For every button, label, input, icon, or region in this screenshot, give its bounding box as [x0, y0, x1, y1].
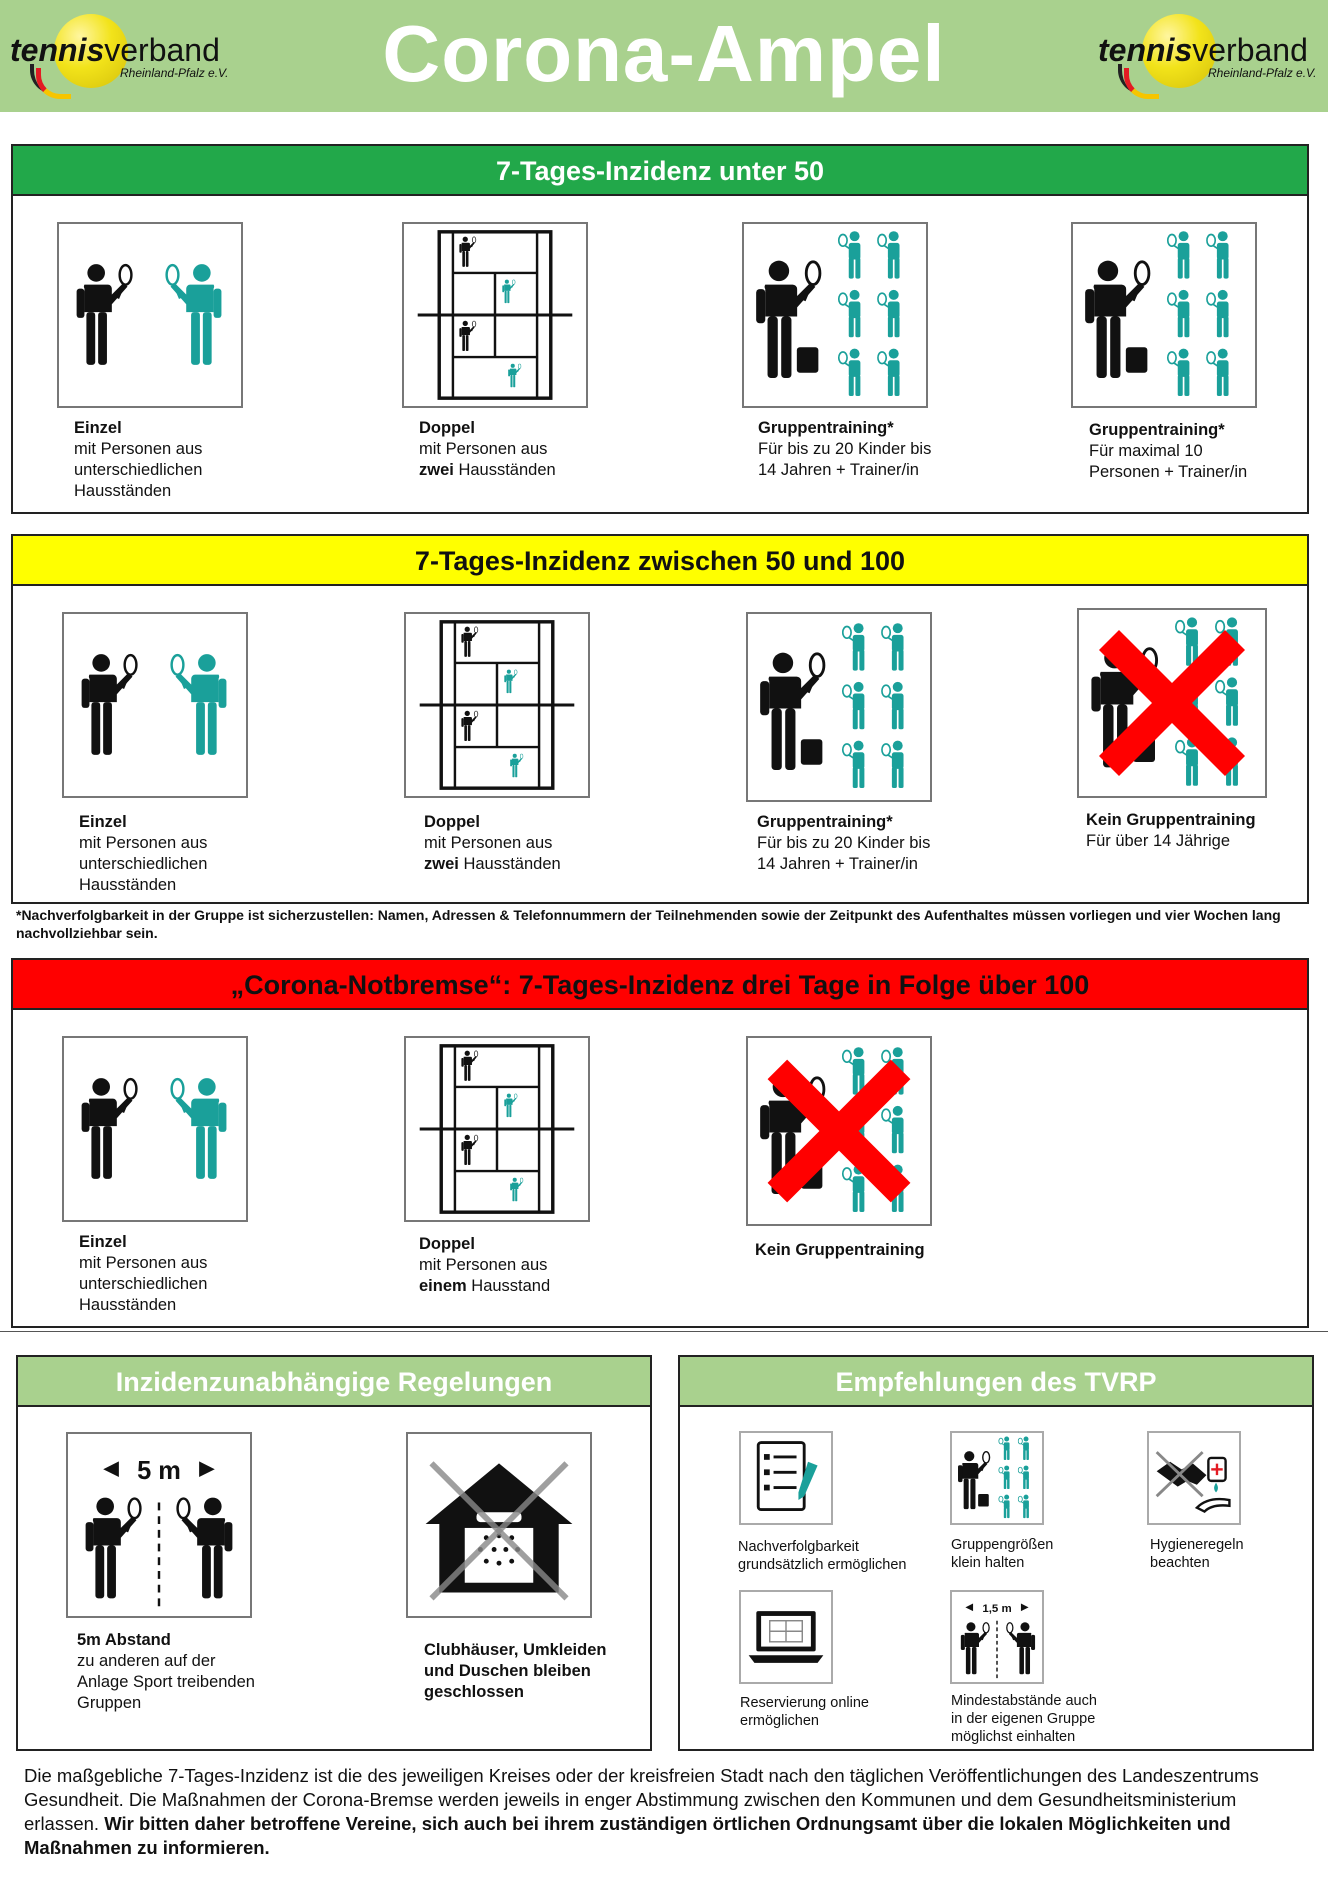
doppel-icon	[402, 222, 588, 408]
group-training-icon	[742, 222, 928, 408]
distance-small-label: 1,5 m	[982, 1603, 1012, 1616]
no-group-training-icon	[746, 1036, 932, 1226]
laptop-icon	[739, 1590, 833, 1684]
recommendations-title: Empfehlungen des TVRP	[680, 1357, 1312, 1407]
clubhouse-caption: Clubhäuser, Umkleiden und Duschen bleiben geschlossen	[424, 1641, 607, 1701]
group-training-icon	[1071, 222, 1257, 408]
s1-doppel-caption: Doppel mit Personen aus zwei Hausständen	[419, 419, 556, 479]
rec-group-size-caption: Gruppengrößen klein halten	[951, 1537, 1054, 1571]
rec-tracking-caption: Nachverfolgbarkeit grundsätzlich ermöglichen	[738, 1539, 907, 1573]
checklist-icon	[739, 1431, 833, 1525]
s3-doppel-caption: Doppel mit Personen aus einem Hausstand	[419, 1235, 551, 1295]
rec-distance-caption: Mindestabstände auch in der eigenen Gruppe möglichst einhalten	[951, 1693, 1097, 1745]
s3-no-group-caption: Kein Gruppentraining	[755, 1241, 925, 1259]
einzel-icon	[62, 1036, 248, 1222]
einzel-icon	[57, 222, 243, 408]
doppel-icon	[404, 612, 590, 798]
distance-icon	[66, 1432, 252, 1618]
einzel-icon	[62, 612, 248, 798]
divider	[0, 1331, 1328, 1332]
rules-title: Inzidenzunabhängige Regelungen	[18, 1357, 650, 1407]
s1-group-kids-caption: Gruppentraining* Für bis zu 20 Kinder bis 14 Jahren + Trainer/in	[758, 419, 932, 479]
tennisverband-logo-right: tennisverband Rheinland-Pfalz e.V.	[1098, 14, 1318, 94]
page-title: Corona-Ampel	[382, 9, 946, 98]
section-red-title: „Corona-Notbremse“: 7-Tages-Inzidenz drei Tage in Folge über 100	[13, 960, 1307, 1010]
s2-einzel-caption: Einzel mit Personen aus unterschiedlichen Hausständen	[79, 813, 208, 894]
s1-group-adults-caption: Gruppentraining* Für maximal 10 Personen + Trainer/in	[1089, 421, 1248, 481]
group-training-icon	[746, 612, 932, 802]
footnote: *Nachverfolgbarkeit in der Gruppe ist sicherzustellen: Namen, Adressen & Telefonnummern der Teilnehmenden sowie der Zeitpunkt des Aufenthaltes müssen vorliegen und vier Wochen lang nachvollziehbar sein.	[16, 907, 1281, 941]
bottom-note: Die maßgebliche 7-Tages-Inzidenz ist die des jeweiligen Kreises oder der kreisfreien Stadt nach den täglichen Veröffentlichungen des Landeszentrums Gesundheit. Die Maßnahmen der Corona-Bremse werden jeweils in enger Abstimmung zwischen den Kommunen und dem Gesundheitsministerium erlassen. Wir bitten daher betroffene Vereine, sich auch bei ihrem zuständigen örtlichen Ordnungsamt über die lokalen Möglichkeiten und Maßnahmen zu informieren.	[24, 1765, 1259, 1858]
hygiene-icon	[1147, 1431, 1241, 1525]
section-yellow-title: 7-Tages-Inzidenz zwischen 50 und 100	[13, 536, 1307, 586]
s2-no-group-caption: Kein Gruppentraining Für über 14 Jährige	[1086, 811, 1256, 850]
tennisverband-logo-left: tennisverband Rheinland-Pfalz e.V.	[10, 14, 230, 94]
small-group-icon	[950, 1431, 1044, 1525]
distance-label: 5 m	[137, 1457, 181, 1486]
s3-einzel-caption: Einzel mit Personen aus unterschiedlichen Hausständen	[79, 1233, 208, 1314]
rec-online-caption: Reservierung online ermöglichen	[740, 1695, 869, 1729]
section-green-title: 7-Tages-Inzidenz unter 50	[13, 146, 1307, 196]
s2-group-kids-caption: Gruppentraining* Für bis zu 20 Kinder bis 14 Jahren + Trainer/in	[757, 813, 931, 873]
distance-caption: 5m Abstand zu anderen auf der Anlage Sport treibenden Gruppen	[77, 1631, 255, 1712]
header-banner	[0, 0, 1328, 112]
doppel-icon	[404, 1036, 590, 1222]
clubhouse-closed-icon	[406, 1432, 592, 1618]
s2-doppel-caption: Doppel mit Personen aus zwei Hausständen	[424, 813, 561, 873]
rec-hygiene-caption: Hygieneregeln beachten	[1150, 1537, 1244, 1571]
no-group-training-icon	[1077, 608, 1267, 798]
s1-einzel-caption: Einzel mit Personen aus unterschiedlichen Hausständen	[74, 419, 203, 500]
distance-small-icon	[950, 1590, 1044, 1684]
